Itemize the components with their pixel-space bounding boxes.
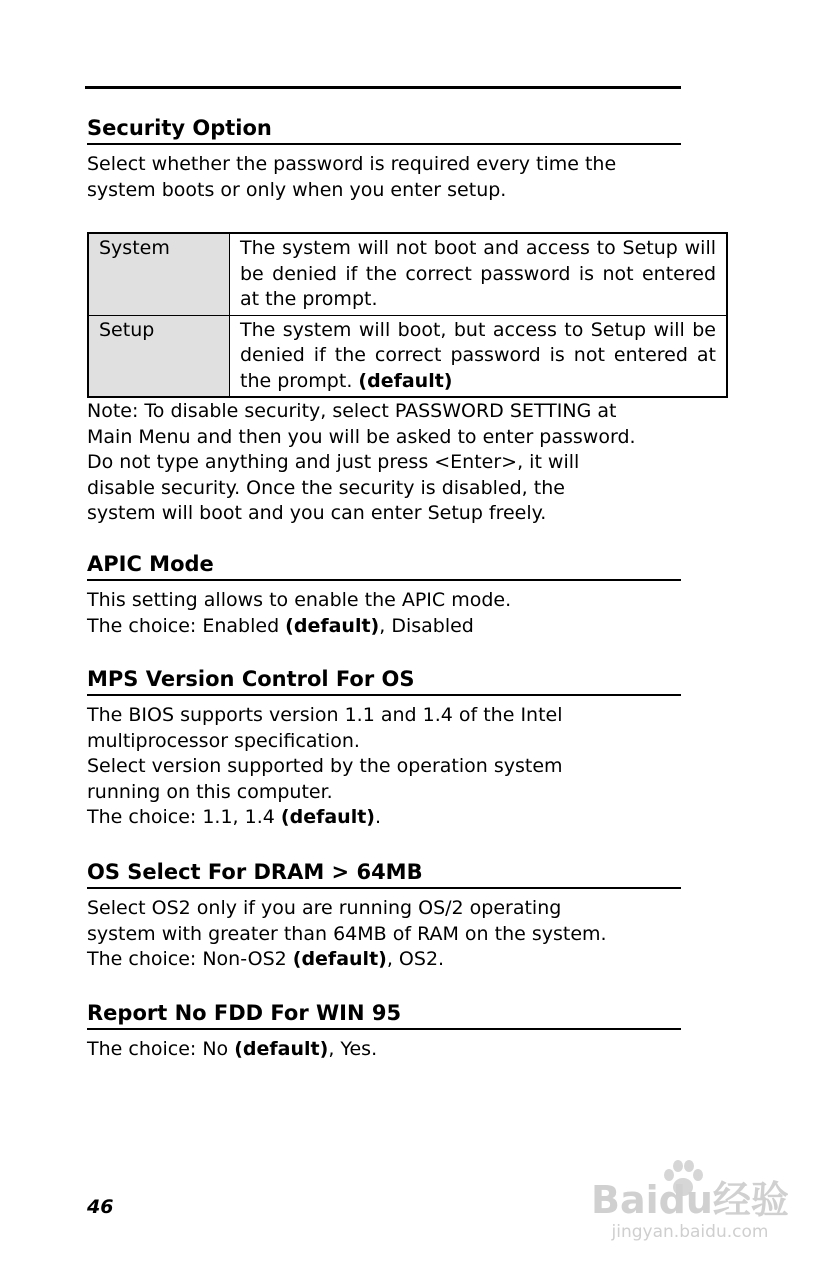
option-description: The system will not boot and access to Setup will be denied if the correct password is not entered at the prompt.	[230, 233, 728, 315]
choice-suffix: , Yes.	[328, 1038, 378, 1060]
section-body	[87, 152, 681, 203]
choice-line	[87, 805, 681, 831]
security-note	[87, 399, 707, 527]
option-name: System	[88, 233, 230, 315]
section-heading: MPS Version Control For OS	[87, 667, 681, 696]
page-number: 46	[87, 1196, 114, 1218]
section-body	[87, 1037, 681, 1063]
body-line: system boots or only when you enter setup.	[87, 178, 507, 201]
body-line: The BIOS supports version 1.1 and 1.4 of the Intel	[87, 704, 563, 726]
body-line: This setting allows to enable the APIC mode.	[87, 589, 512, 611]
section-heading: APIC Mode	[87, 552, 681, 581]
section-heading: OS Select For DRAM > 64MB	[87, 860, 681, 889]
default-marker: (default)	[358, 369, 453, 392]
choice-prefix: The choice: No	[87, 1038, 235, 1060]
choice-prefix: The choice: Enabled	[87, 614, 286, 637]
section-body	[87, 703, 681, 831]
body-line: running on this computer.	[87, 780, 333, 803]
body-line: system with greater than 64MB of RAM on the system.	[87, 922, 607, 945]
baidu-watermark	[590, 1158, 790, 1248]
watermark-brand: Baidu经验	[591, 1178, 789, 1222]
note-line: disable security. Once the security is disabled, the	[87, 476, 565, 499]
option-description	[230, 315, 728, 397]
body-line: Select whether the password is required every time the	[87, 153, 617, 175]
section-body	[87, 896, 681, 973]
section-heading: Report No FDD For WIN 95	[87, 1001, 681, 1030]
default-marker: (default)	[292, 948, 387, 970]
choice-line	[87, 1037, 681, 1063]
choice-suffix: .	[374, 806, 382, 828]
body-line: Select version supported by the operation system	[87, 755, 563, 777]
section-body	[87, 588, 681, 639]
security-options-table	[87, 232, 728, 398]
choice-prefix: The choice: Non-OS2	[87, 948, 293, 970]
choice-suffix: , Disabled	[379, 614, 474, 637]
table-row	[88, 233, 727, 315]
note-line: system will boot and you can enter Setup freely.	[87, 502, 547, 524]
choice-suffix: , OS2.	[386, 948, 445, 970]
note-line: Main Menu and then you will be asked to enter password.	[87, 425, 636, 448]
note-line: Do not type anything and just press <Enter>, it will	[87, 451, 580, 473]
choice-prefix: The choice: 1.1, 1.4	[87, 806, 281, 828]
body-line: Select OS2 only if you are running OS/2 operating	[87, 897, 562, 919]
body-line: multiprocessor specification.	[87, 729, 360, 752]
section-os-select-dram	[87, 860, 681, 973]
choice-line	[87, 947, 681, 973]
top-rule	[85, 86, 681, 89]
section-report-no-fdd	[87, 1001, 681, 1063]
section-security-option	[87, 116, 681, 203]
default-marker: (default)	[234, 1038, 329, 1060]
watermark-domain: jingyan.baidu.com	[611, 1222, 769, 1242]
default-marker: (default)	[285, 614, 380, 637]
choice-line	[87, 614, 681, 640]
table-row	[88, 315, 727, 397]
section-mps-version-control	[87, 667, 681, 831]
option-description-text: The system will boot, but access to Setup will be denied if the correct password is not entered at the prompt.	[240, 318, 716, 392]
default-marker: (default)	[280, 806, 375, 828]
section-heading: Security Option	[87, 116, 681, 145]
note-line: Note: To disable security, select PASSWORD SETTING at	[87, 400, 617, 422]
option-name: Setup	[88, 315, 230, 397]
section-apic-mode	[87, 552, 681, 639]
